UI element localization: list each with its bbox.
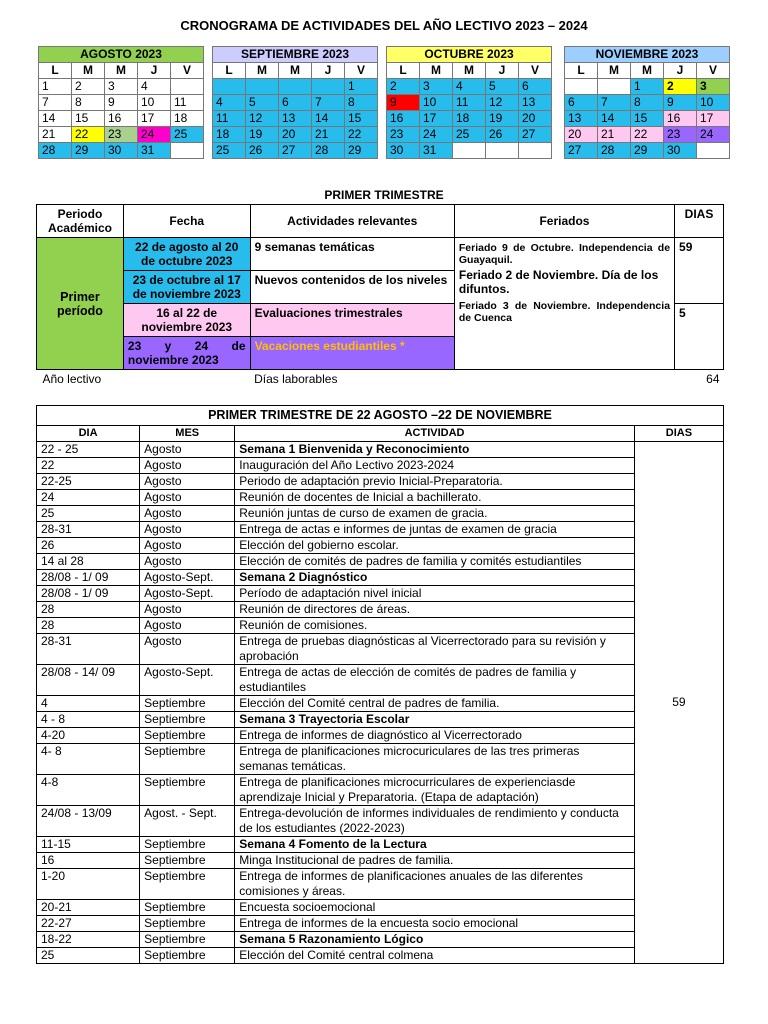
col-dias: DIAS bbox=[675, 205, 724, 238]
calendar-day: 14 bbox=[39, 111, 72, 127]
activity-text: Reunión de comisiones. bbox=[235, 618, 635, 634]
activity-text: Entrega de informes de planificaciones anuales de las diferentes comisiones y áreas. bbox=[235, 869, 635, 900]
calendar-day: 7 bbox=[39, 95, 72, 111]
fecha-3: 16 al 22 de noviembre 2023 bbox=[123, 304, 250, 337]
activity-dia: 4 - 8 bbox=[37, 712, 140, 728]
weekday-label: L bbox=[39, 63, 72, 79]
activity-dia: 11-15 bbox=[37, 837, 140, 853]
activity-dia: 4-8 bbox=[37, 775, 140, 806]
weekday-label: M bbox=[598, 63, 631, 79]
calendar-day: 25 bbox=[213, 143, 246, 159]
calendar-day: 28 bbox=[39, 143, 72, 159]
col-dias-act: DIAS bbox=[634, 426, 723, 442]
weekday-label: J bbox=[312, 63, 345, 79]
activity-row bbox=[37, 538, 724, 554]
activity-dia: 4- 8 bbox=[37, 744, 140, 775]
calendar-day: 5 bbox=[486, 79, 519, 95]
calendar-day: 1 bbox=[631, 79, 664, 95]
col-mes: MES bbox=[140, 426, 235, 442]
activity-dia: 28 bbox=[37, 618, 140, 634]
activity-dia: 14 al 28 bbox=[37, 554, 140, 570]
calendar-day: 26 bbox=[246, 143, 279, 159]
activity-text: Entrega de planificaciones microcuriculares de las tres primeras semanas temáticas. bbox=[235, 744, 635, 775]
calendar-day: 21 bbox=[312, 127, 345, 143]
calendar-title: OCTUBRE 2023 bbox=[387, 47, 552, 63]
calendar-day: 15 bbox=[345, 111, 378, 127]
weekday-label: V bbox=[697, 63, 730, 79]
calendar-day bbox=[519, 143, 552, 159]
calendar-day bbox=[565, 79, 598, 95]
weekday-label: V bbox=[171, 63, 204, 79]
weekday-label: L bbox=[565, 63, 598, 79]
calendar-day: 9 bbox=[387, 95, 420, 111]
calendar-day: 26 bbox=[486, 127, 519, 143]
weekday-label: M bbox=[279, 63, 312, 79]
activity-mes: Agosto bbox=[140, 538, 235, 554]
activities-heading: PRIMER TRIMESTRE DE 22 AGOSTO –22 DE NOVIEMBRE bbox=[37, 406, 724, 426]
calendar-day: 29 bbox=[631, 143, 664, 159]
calendar-day: 20 bbox=[519, 111, 552, 127]
calendar-day: 6 bbox=[565, 95, 598, 111]
activity-mes: Septiembre bbox=[140, 853, 235, 869]
activity-dia: 26 bbox=[37, 538, 140, 554]
document-title: CRONOGRAMA DE ACTIVIDADES DEL AÑO LECTIVO 2023 – 2024 bbox=[180, 18, 588, 33]
activity-row bbox=[37, 869, 724, 900]
activity-row bbox=[37, 474, 724, 490]
calendar-day: 23 bbox=[387, 127, 420, 143]
calendar-day: 5 bbox=[246, 95, 279, 111]
calendar-day: 11 bbox=[453, 95, 486, 111]
calendar-day: 23 bbox=[664, 127, 697, 143]
calendar-day: 27 bbox=[519, 127, 552, 143]
calendar-day bbox=[279, 79, 312, 95]
activity-mes: Agosto bbox=[140, 474, 235, 490]
calendar-day: 18 bbox=[213, 127, 246, 143]
activity-mes: Agost. - Sept. bbox=[140, 806, 235, 837]
calendar-day: 4 bbox=[213, 95, 246, 111]
activity-row bbox=[37, 458, 724, 474]
activity-row bbox=[37, 744, 724, 775]
weekday-label: J bbox=[486, 63, 519, 79]
trimestre-heading: PRIMER TRIMESTRE bbox=[324, 188, 444, 202]
weekday-label: J bbox=[664, 63, 697, 79]
activity-row bbox=[37, 586, 724, 602]
activity-row bbox=[37, 948, 724, 964]
calendar-day: 1 bbox=[345, 79, 378, 95]
activity-row bbox=[37, 522, 724, 538]
activity-mes: Septiembre bbox=[140, 775, 235, 806]
calendar-day: 8 bbox=[345, 95, 378, 111]
trimestre-table bbox=[36, 204, 724, 388]
feriado-3: Feriado 3 de Noviembre. Independencia de Cuenca bbox=[458, 300, 671, 324]
feriados-cell bbox=[454, 238, 674, 370]
activity-dias-total: 59 bbox=[634, 442, 723, 964]
activity-dia: 28/08 - 14/ 09 bbox=[37, 665, 140, 696]
activity-mes: Agosto bbox=[140, 442, 235, 458]
activity-dia: 22-27 bbox=[37, 916, 140, 932]
calendar-month bbox=[564, 46, 730, 159]
calendar-day: 31 bbox=[420, 143, 453, 159]
col-actividades: Actividades relevantes bbox=[250, 205, 454, 238]
activity-mes: Agosto-Sept. bbox=[140, 570, 235, 586]
activity-dia: 22 bbox=[37, 458, 140, 474]
activity-mes: Septiembre bbox=[140, 696, 235, 712]
activity-mes: Agosto bbox=[140, 554, 235, 570]
feriado-1: Feriado 9 de Octubre. Independencia de Guayaquil. bbox=[458, 242, 671, 266]
activity-row bbox=[37, 853, 724, 869]
calendar-day bbox=[171, 143, 204, 159]
calendar-day: 11 bbox=[213, 111, 246, 127]
activity-row bbox=[37, 932, 724, 948]
calendar-day: 11 bbox=[171, 95, 204, 111]
activity-dia: 22 - 25 bbox=[37, 442, 140, 458]
calendar-day: 10 bbox=[420, 95, 453, 111]
footer-middle: Días laborables bbox=[254, 372, 338, 386]
weekday-label: V bbox=[345, 63, 378, 79]
footer-left: Año lectivo bbox=[42, 372, 102, 386]
activity-row bbox=[37, 490, 724, 506]
activity-row bbox=[37, 570, 724, 586]
activity-dia: 28 bbox=[37, 602, 140, 618]
calendar-day: 13 bbox=[519, 95, 552, 111]
calendar-day: 9 bbox=[105, 95, 138, 111]
activity-dia: 25 bbox=[37, 506, 140, 522]
activity-mes: Agosto-Sept. bbox=[140, 665, 235, 696]
activity-dia: 24 bbox=[37, 490, 140, 506]
calendar-day: 29 bbox=[345, 143, 378, 159]
calendar-day: 10 bbox=[697, 95, 730, 111]
activity-text: Entrega de informes de diagnóstico al Vicerrectorado bbox=[235, 728, 635, 744]
calendar-day: 3 bbox=[697, 79, 730, 95]
calendar-day: 22 bbox=[345, 127, 378, 143]
activity-text: Semana 3 Trayectoria Escolar bbox=[235, 712, 635, 728]
activity-row bbox=[37, 712, 724, 728]
calendar-day: 16 bbox=[664, 111, 697, 127]
calendar-day: 28 bbox=[312, 143, 345, 159]
calendar-day: 12 bbox=[486, 95, 519, 111]
calendar-day: 21 bbox=[598, 127, 631, 143]
calendar-day: 19 bbox=[246, 127, 279, 143]
calendar-day: 14 bbox=[312, 111, 345, 127]
activity-text: Reunión de docentes de Inicial a bachillerato. bbox=[235, 490, 635, 506]
calendar-day bbox=[213, 79, 246, 95]
weekday-label: M bbox=[453, 63, 486, 79]
calendar-day: 3 bbox=[420, 79, 453, 95]
activity-dia: 25 bbox=[37, 948, 140, 964]
activity-text: Entrega de informes de la encuesta socio emocional bbox=[235, 916, 635, 932]
weekday-label: M bbox=[105, 63, 138, 79]
calendar-day: 18 bbox=[453, 111, 486, 127]
activity-row bbox=[37, 554, 724, 570]
activity-mes: Agosto bbox=[140, 458, 235, 474]
activity-mes: Agosto bbox=[140, 618, 235, 634]
activity-mes: Septiembre bbox=[140, 900, 235, 916]
calendar-day: 25 bbox=[453, 127, 486, 143]
calendar-day bbox=[171, 79, 204, 95]
calendar-day: 6 bbox=[519, 79, 552, 95]
activity-text: Período de adaptación nivel inicial bbox=[235, 586, 635, 602]
activity-row bbox=[37, 696, 724, 712]
calendar-day: 20 bbox=[279, 127, 312, 143]
actividad-4-cell bbox=[250, 337, 454, 370]
calendar-day: 6 bbox=[279, 95, 312, 111]
activity-text: Semana 4 Fomento de la Lectura bbox=[235, 837, 635, 853]
activity-text: Elección de comités de padres de familia y comités estudiantiles bbox=[235, 554, 635, 570]
activity-row bbox=[37, 728, 724, 744]
calendar-day: 1 bbox=[39, 79, 72, 95]
activity-text: Reunión juntas de curso de examen de gracia. bbox=[235, 506, 635, 522]
activity-text: Encuesta socioemocional bbox=[235, 900, 635, 916]
calendar-month bbox=[386, 46, 552, 159]
fecha-1: 22 de agosto al 20 de octubre 2023 bbox=[123, 238, 250, 271]
col-dia: DIA bbox=[37, 426, 140, 442]
activity-row bbox=[37, 618, 724, 634]
calendar-day bbox=[246, 79, 279, 95]
activity-dia: 24/08 - 13/09 bbox=[37, 806, 140, 837]
calendar-day: 19 bbox=[486, 111, 519, 127]
calendar-day: 25 bbox=[171, 127, 204, 143]
actividad-4: Vacaciones estudiantiles * bbox=[254, 339, 405, 353]
calendar-day: 29 bbox=[72, 143, 105, 159]
activity-mes: Septiembre bbox=[140, 932, 235, 948]
dias-2: 5 bbox=[675, 304, 724, 370]
calendar-day: 10 bbox=[138, 95, 171, 111]
activities-table bbox=[36, 405, 724, 964]
calendar-day: 17 bbox=[138, 111, 171, 127]
calendar-day: 30 bbox=[105, 143, 138, 159]
activity-text: Semana 1 Bienvenida y Reconocimiento bbox=[235, 442, 635, 458]
calendar-day bbox=[312, 79, 345, 95]
activity-dia: 4 bbox=[37, 696, 140, 712]
activity-text: Elección del Comité central de padres de familia. bbox=[235, 696, 635, 712]
calendar-day: 8 bbox=[72, 95, 105, 111]
col-feriados: Feriados bbox=[454, 205, 674, 238]
fecha-2: 23 de octubre al 17 de noviembre 2023 bbox=[123, 271, 250, 304]
calendar-day: 3 bbox=[105, 79, 138, 95]
footer-right: 64 bbox=[706, 372, 720, 386]
calendar-day: 30 bbox=[387, 143, 420, 159]
calendar-day bbox=[697, 143, 730, 159]
activity-mes: Agosto bbox=[140, 490, 235, 506]
calendar-day: 16 bbox=[105, 111, 138, 127]
weekday-label: M bbox=[246, 63, 279, 79]
activity-dia: 1-20 bbox=[37, 869, 140, 900]
calendar-day: 2 bbox=[664, 79, 697, 95]
calendar-day: 7 bbox=[312, 95, 345, 111]
col-fecha: Fecha bbox=[123, 205, 250, 238]
activity-text: Minga Institucional de padres de familia. bbox=[235, 853, 635, 869]
activity-mes: Agosto bbox=[140, 506, 235, 522]
weekday-label: M bbox=[72, 63, 105, 79]
calendar-day: 21 bbox=[39, 127, 72, 143]
fecha-4: 23 y 24 de noviembre 2023 bbox=[123, 337, 250, 370]
activity-row bbox=[37, 837, 724, 853]
activity-row bbox=[37, 634, 724, 665]
calendar-title: AGOSTO 2023 bbox=[39, 47, 204, 63]
activity-mes: Septiembre bbox=[140, 744, 235, 775]
activity-text: Entrega de planificaciones microcurriculares de experienciasde aprendizaje Inicial y Preparatoria. (Etapa de adaptación) bbox=[235, 775, 635, 806]
activity-dia: 28/08 - 1/ 09 bbox=[37, 586, 140, 602]
calendar-day: 12 bbox=[246, 111, 279, 127]
calendar-month bbox=[212, 46, 378, 159]
activity-text: Inauguración del Año Lectivo 2023-2024 bbox=[235, 458, 635, 474]
calendar-day: 30 bbox=[664, 143, 697, 159]
calendar-day: 24 bbox=[420, 127, 453, 143]
col-actividad: ACTIVIDAD bbox=[235, 426, 635, 442]
activity-dia: 4-20 bbox=[37, 728, 140, 744]
activity-text: Periodo de adaptación previo Inicial-Preparatoria. bbox=[235, 474, 635, 490]
calendar-day: 27 bbox=[279, 143, 312, 159]
calendar-day: 14 bbox=[598, 111, 631, 127]
calendar-day: 7 bbox=[598, 95, 631, 111]
calendar-day: 16 bbox=[387, 111, 420, 127]
activity-text: Entrega de pruebas diagnósticas al Vicerrectorado para su revisión y aprobación bbox=[235, 634, 635, 665]
activity-dia: 16 bbox=[37, 853, 140, 869]
activity-mes: Septiembre bbox=[140, 948, 235, 964]
calendar-day: 24 bbox=[138, 127, 171, 143]
activity-mes: Septiembre bbox=[140, 916, 235, 932]
activity-dia: 20-21 bbox=[37, 900, 140, 916]
weekday-label: L bbox=[213, 63, 246, 79]
actividad-1: 9 semanas temáticas bbox=[250, 238, 454, 271]
calendar-day bbox=[453, 143, 486, 159]
activity-text: Entrega de actas e informes de juntas de examen de gracia bbox=[235, 522, 635, 538]
activity-mes: Septiembre bbox=[140, 869, 235, 900]
activity-dia: 18-22 bbox=[37, 932, 140, 948]
dias-1: 59 bbox=[675, 238, 724, 304]
periodo-cell: Primer período bbox=[37, 238, 124, 370]
calendar-day: 17 bbox=[697, 111, 730, 127]
activity-text: Reunión de directores de áreas. bbox=[235, 602, 635, 618]
calendar-day: 9 bbox=[664, 95, 697, 111]
activity-text: Entrega-devolución de informes individuales de rendimiento y conducta de los estudiantes (2022-2023) bbox=[235, 806, 635, 837]
activity-text: Elección del Comité central colmena bbox=[235, 948, 635, 964]
calendar-day: 22 bbox=[72, 127, 105, 143]
weekday-label: M bbox=[420, 63, 453, 79]
calendar-day: 15 bbox=[72, 111, 105, 127]
calendar-day: 4 bbox=[453, 79, 486, 95]
calendar-title: NOVIEMBRE 2023 bbox=[565, 47, 730, 63]
activity-row bbox=[37, 665, 724, 696]
calendar-day: 24 bbox=[697, 127, 730, 143]
calendar-day: 15 bbox=[631, 111, 664, 127]
activity-text: Semana 2 Diagnóstico bbox=[235, 570, 635, 586]
calendar-month bbox=[38, 46, 204, 159]
activity-mes: Agosto bbox=[140, 522, 235, 538]
calendar-day: 2 bbox=[72, 79, 105, 95]
activity-mes: Agosto-Sept. bbox=[140, 586, 235, 602]
calendar-day bbox=[486, 143, 519, 159]
weekday-label: V bbox=[519, 63, 552, 79]
activity-row bbox=[37, 602, 724, 618]
calendar-day: 2 bbox=[387, 79, 420, 95]
calendar-day: 8 bbox=[631, 95, 664, 111]
weekday-label: J bbox=[138, 63, 171, 79]
activity-mes: Septiembre bbox=[140, 728, 235, 744]
activity-dia: 22-25 bbox=[37, 474, 140, 490]
actividad-2: Nuevos contenidos de los niveles bbox=[250, 271, 454, 304]
weekday-label: L bbox=[387, 63, 420, 79]
activity-mes: Septiembre bbox=[140, 837, 235, 853]
activity-mes: Agosto bbox=[140, 634, 235, 665]
activity-row bbox=[37, 506, 724, 522]
calendar-title: SEPTIEMBRE 2023 bbox=[213, 47, 378, 63]
calendar-day: 22 bbox=[631, 127, 664, 143]
activity-text: Semana 5 Razonamiento Lógico bbox=[235, 932, 635, 948]
activity-row bbox=[37, 806, 724, 837]
calendar-day: 28 bbox=[598, 143, 631, 159]
calendar-day: 4 bbox=[138, 79, 171, 95]
calendar-day: 31 bbox=[138, 143, 171, 159]
activity-text: Entrega de actas de elección de comités de padres de familia y estudiantiles bbox=[235, 665, 635, 696]
calendar-day: 27 bbox=[565, 143, 598, 159]
col-periodo: Periodo Académico bbox=[37, 205, 124, 238]
activity-row bbox=[37, 900, 724, 916]
activity-row bbox=[37, 916, 724, 932]
feriado-2: Feriado 2 de Noviembre. Día de los difuntos. bbox=[458, 268, 659, 296]
activity-mes: Septiembre bbox=[140, 712, 235, 728]
activity-dia: 28-31 bbox=[37, 634, 140, 665]
actividad-3: Evaluaciones trimestrales bbox=[250, 304, 454, 337]
activity-dia: 28-31 bbox=[37, 522, 140, 538]
calendar-day: 13 bbox=[279, 111, 312, 127]
calendar-day: 20 bbox=[565, 127, 598, 143]
activity-row bbox=[37, 775, 724, 806]
calendar-day: 17 bbox=[420, 111, 453, 127]
activity-text: Elección del gobierno escolar. bbox=[235, 538, 635, 554]
activity-mes: Agosto bbox=[140, 602, 235, 618]
activity-dia: 28/08 - 1/ 09 bbox=[37, 570, 140, 586]
calendar-day: 18 bbox=[171, 111, 204, 127]
calendar-day bbox=[598, 79, 631, 95]
calendar-day: 23 bbox=[105, 127, 138, 143]
activity-row bbox=[37, 442, 724, 458]
weekday-label: M bbox=[631, 63, 664, 79]
calendar-day: 13 bbox=[565, 111, 598, 127]
